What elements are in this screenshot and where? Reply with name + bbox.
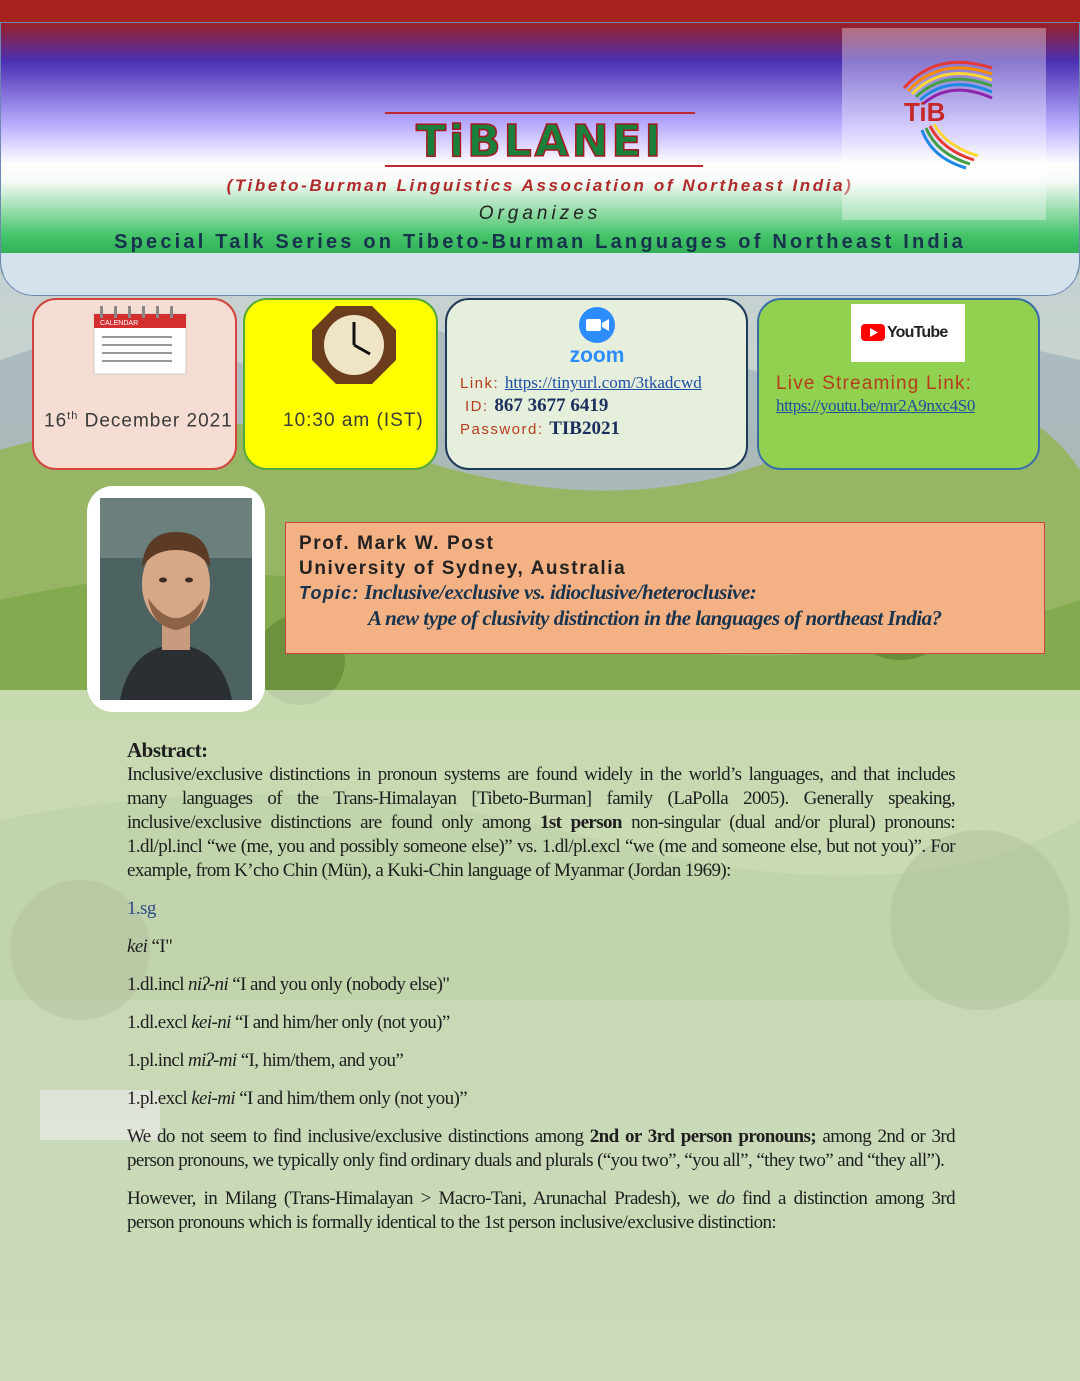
time-card	[243, 298, 438, 470]
speaker-name: Prof. Mark W. Post	[299, 533, 495, 554]
abstract-paragraph-3: However, in Milang (Trans-Himalayan > Macro-Tani, Arunachal Pradesh), we do find a distinction among 3rd person pronouns which is formally identical to the 1st person inclusive/exclusive distinction:	[127, 1188, 955, 1233]
zoom-card	[445, 298, 748, 470]
topic-line-2: A new type of clusivity distinction in the languages of northeast India?	[368, 606, 942, 630]
tib-rainbow-logo	[842, 28, 1046, 220]
logo-top-rule	[385, 112, 695, 114]
example-1sg: 1.sg	[127, 898, 156, 919]
abstract-paragraph-2: We do not seem to find inclusive/exclusive distinctions among 2nd or 3rd person pronouns; among 2nd or 3rd person pronouns, we typically only find ordinary duals and plurals (“you two”, “you all”, “they two” and “they all”).	[127, 1126, 955, 1171]
zoom-brand: zoom	[569, 344, 625, 367]
example-kei: kei “I"	[127, 936, 173, 957]
zoom-id-row: ID: 867 3677 6419	[465, 395, 609, 416]
youtube-link[interactable]: https://youtu.be/mr2A9nxc4S0	[776, 396, 975, 415]
zoom-password-value: TIB2021	[549, 418, 620, 439]
association-name: (Tibeto-Burman Linguistics Association of Northeast India)	[226, 176, 854, 195]
series-title: Special Talk Series on Tibeto-Burman Languages of Northeast India	[114, 231, 966, 253]
clock-icon	[310, 304, 398, 386]
youtube-card	[757, 298, 1040, 470]
zoom-link-row: Link: https://tinyurl.com/3tkadcwd	[460, 373, 702, 392]
abstract-section	[127, 738, 955, 1235]
calendar-icon	[92, 306, 188, 376]
example-1dl-excl: 1.dl.excl kei-ni “I and him/her only (not you)”	[127, 1012, 450, 1033]
event-time: 10:30 am (IST)	[283, 410, 424, 431]
example-1pl-excl: 1.pl.excl kei-mi “I and him/them only (not you)”	[127, 1088, 468, 1109]
example-1dl-incl: 1.dl.incl niʔ-ni “I and you only (nobody else)"	[127, 974, 450, 995]
zoom-password-row: Password: TIB2021	[460, 418, 620, 439]
speaker-info-box	[285, 522, 1045, 654]
zoom-id-value: 867 3677 6419	[494, 395, 609, 416]
zoom-icon	[578, 306, 616, 344]
date-card	[32, 298, 237, 470]
svg-text:CALENDAR: CALENDAR	[100, 320, 139, 327]
stream-label: Live Streaming Link:	[776, 373, 973, 394]
tiblanei-logo-text: TiBLANEI	[416, 116, 664, 167]
zoom-link[interactable]: https://tinyurl.com/3tkadcwd	[504, 373, 702, 392]
abstract-paragraph-1: Inclusive/exclusive distinctions in pronoun systems are found widely in the world’s languages, and that includes many languages of the Trans-Himalayan [Tibeto-Burman] family (LaPolla 2005). Generally speaking, inclusive/exclusive distinctions are found only among 1st person non-singular (dual and/or plural) pronouns: 1.dl/pl.incl “we (me, you and possibly someone else)” vs. 1.dl/pl.excl “we (me and someone else, but not you)”. For example, from K’cho Chin (Mün), a Kuki-Chin language of Myanmar (Jordan 1969):	[127, 764, 955, 881]
abstract-title: Abstract:	[127, 738, 208, 762]
corner-logo-text: TiB	[904, 97, 946, 127]
organizes-text: Organizes	[478, 203, 602, 224]
speaker-affiliation: University of Sydney, Australia	[299, 558, 627, 579]
event-date: 16th December 2021	[44, 410, 233, 432]
topic-label: Topic:	[299, 583, 360, 603]
speaker-photo	[100, 498, 252, 700]
youtube-icon: YouTube	[851, 304, 965, 362]
example-1pl-incl: 1.pl.incl miʔ-mi “I, him/them, and you”	[127, 1050, 404, 1071]
top-bar	[0, 0, 1080, 24]
banner-lower-band	[1, 253, 1079, 295]
topic-line-1: Topic: Inclusive/exclusive vs. idioclusive/heteroclusive:	[299, 580, 757, 604]
